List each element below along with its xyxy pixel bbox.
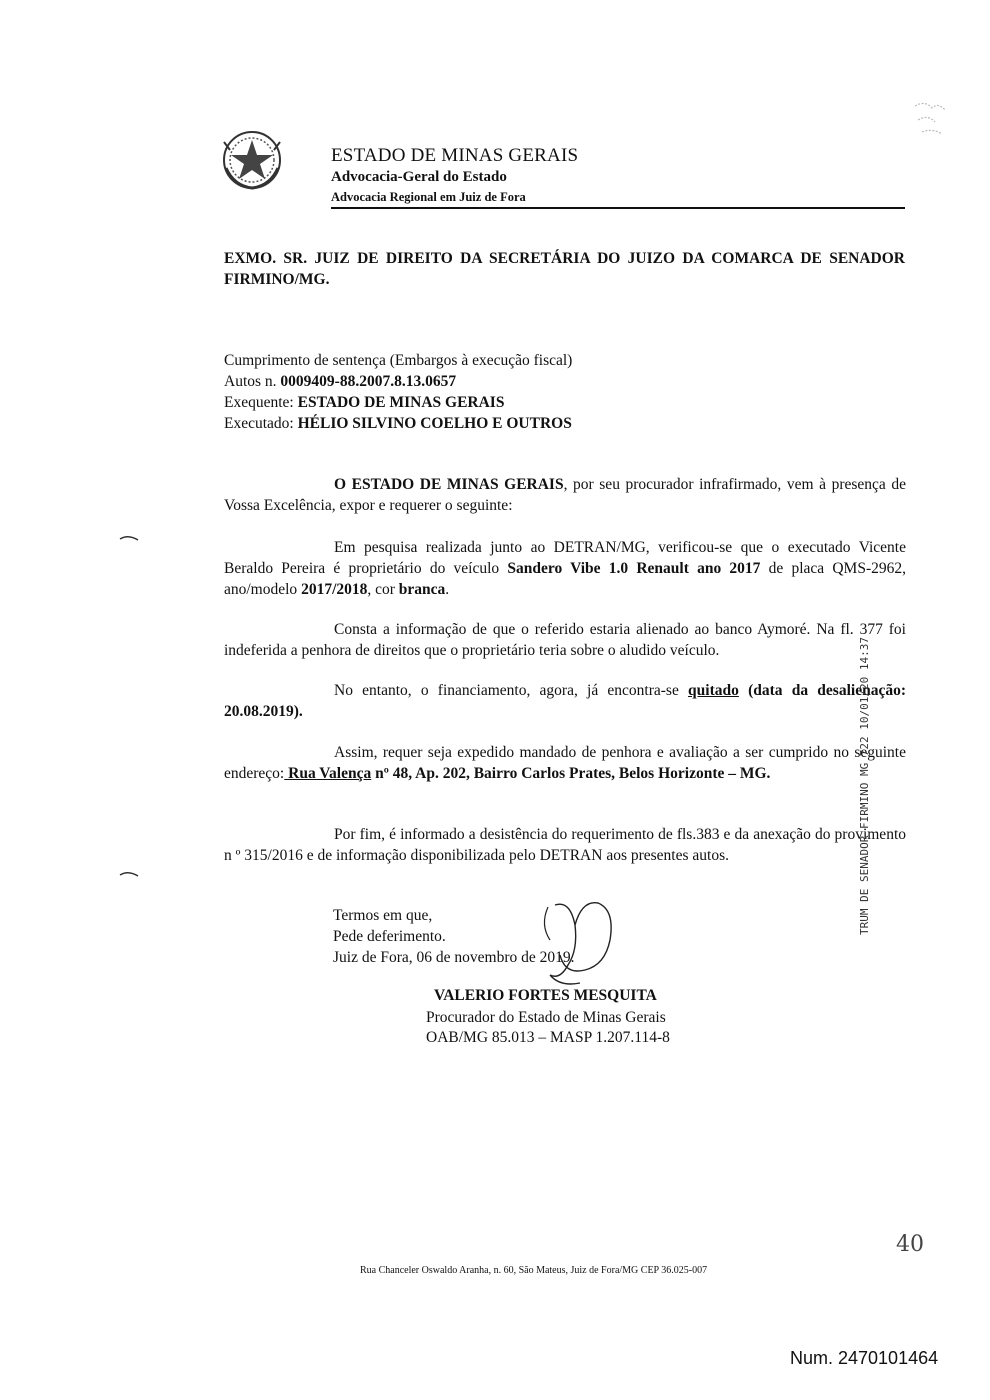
vehicle-year: 2017/2018 [301,581,368,598]
case-exequente [224,393,504,413]
state-seal-icon [218,128,286,192]
header-subtitle: Advocacia-Geral do Estado [331,169,507,185]
case-type: Cumprimento de sentença (Embargos à execução fiscal) [224,352,573,369]
vehicle-model: Sandero Vibe 1.0 Renault ano 2017 [507,560,761,577]
page-number: 40 [896,1232,924,1257]
executado-value: HÉLIO SILVINO COELHO E OUTROS [297,415,572,432]
footer-address: Rua Chanceler Oswaldo Aranha, n. 60, São Mateus, Juiz de Fora/MG CEP 36.025-007 [360,1265,708,1276]
vehicle-color: branca [398,581,446,598]
signer-registration: OAB/MG 85.013 – MASP 1.207.114-8 [426,1029,670,1046]
address-street: Rua Valença [284,765,372,782]
margin-mark-icon [118,869,140,879]
addressee: EXMO. SR. JUIZ DE DIREITO DA SECRETÁRIA DO JUIZO DA COMARCA DE SENADOR FIRMINO/MG. [224,250,905,288]
exequente-label: Exequente: [224,394,294,411]
executado-label: Executado: [224,415,294,432]
closing-line-1: Termos em que, [333,907,433,924]
paid-status: quitado [688,682,739,699]
paragraph-lien: Consta a informação de que o referido estaria alienado ao banco Aymoré. Na fl. 377 foi indeferida a penhora de direitos que o proprietário teria sobre o aludido veículo. [224,621,906,659]
header-office: Advocacia Regional em Juiz de Fora [331,190,526,204]
paragraph-paid: No entanto, o financiamento, agora, já encontra-se quitado (data da desalienação: 20.08.2019). [224,682,906,720]
paragraph-request: Assim, requer seja expedido mandado de penhora e avaliação a ser cumprido no seguinte endereço: Rua Valença nº 48, Ap. 202, Bairro Carlos Prates, Belos Horizonte – MG. [224,744,906,782]
exequente-value: ESTADO DE MINAS GERAIS [297,394,505,411]
paragraph-withdrawal: Por fim, é informado a desistência do requerimento de fls.383 e da anexação do provimento n º 315/2016 e de informação disponibilizada pelo DETRAN aos presentes autos. [224,826,906,864]
autos-label: Autos n. [224,373,277,390]
document-number: Num. 2470101464 [790,1348,939,1368]
corner-mark-icon [910,98,955,140]
margin-mark-icon [118,533,140,543]
paragraph-vehicle: Em pesquisa realizada junto ao DETRAN/MG, verificou-se que o executado Vicente Beraldo Pereira é proprietário do veículo Sandero Vibe 1.0 Renault ano 2017 de placa QMS-2962, ano/modelo 2017/2018, cor branca. [224,539,906,598]
signer-role: Procurador do Estado de Minas Gerais [426,1009,666,1026]
case-autos [224,372,456,392]
closing-line-2: Pede deferimento. [333,928,446,945]
intro-party: O ESTADO DE MINAS GERAIS [334,476,564,493]
header-title: ESTADO DE MINAS GERAIS [331,145,579,166]
paragraph-intro: O ESTADO DE MINAS GERAIS, por seu procurador infrafirmado, vem à presença de Vossa Excelência, expor e requerer o seguinte: [224,476,906,514]
closing-date: Juiz de Fora, 06 de novembro de 2019. [333,949,575,966]
handwritten-signature [520,895,630,990]
signer-name: VALERIO FORTES MESQUITA [434,987,657,1004]
address-rest: nº 48, Ap. 202, Bairro Carlos Prates, Belos Horizonte – MG. [371,765,771,782]
autos-value: 0009409-88.2007.8.13.0657 [280,373,457,390]
case-executado [224,414,572,434]
side-protocol-stamp: TRUM DE SENADOR FIRMINO MG 722 10/01/20 14:37 [858,636,871,935]
header-divider [331,207,905,209]
